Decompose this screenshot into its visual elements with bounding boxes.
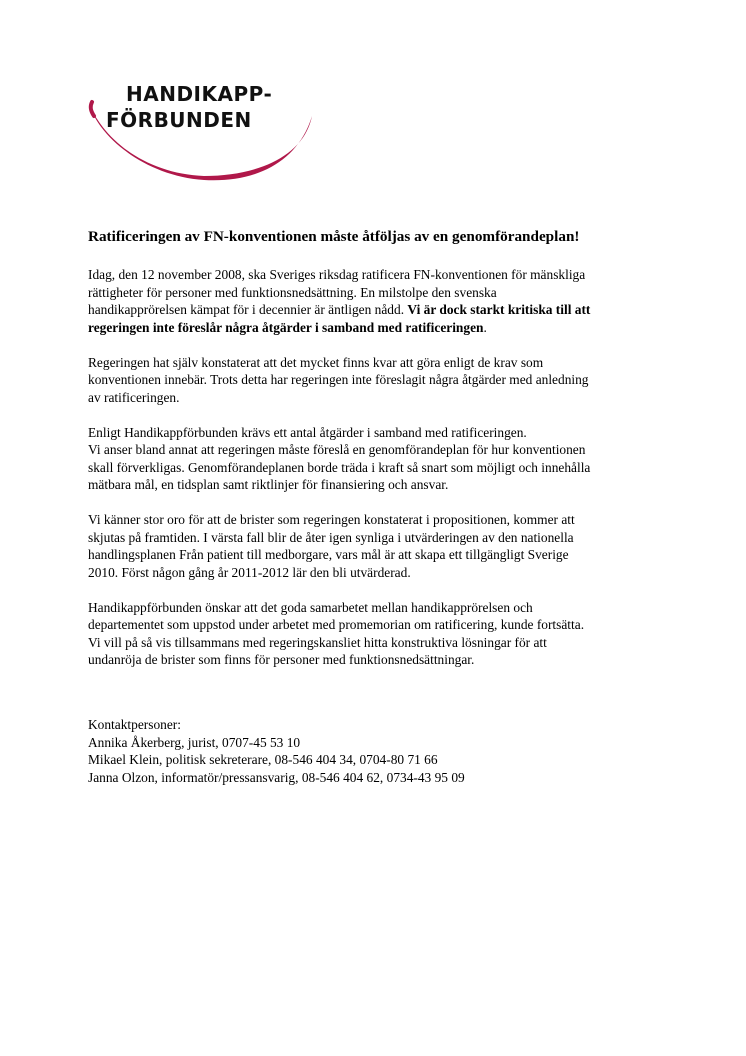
- paragraph-2: Regeringen hat själv konstaterat att det mycket finns kvar att göra enligt de krav som konventionen innebär. Trots detta har regeringen inte föreslagit några åtgärder med anledning av ratificeringen.: [88, 354, 589, 405]
- paragraph-4: Vi känner stor oro för att de brister som regeringen konstaterat i propositionen, kommer att skjutas på framtiden. I värsta fall blir de åter igen synliga i utvärderingen av den nationella handlingsplanen Från patient till medborgare, vars mål är att skapa ett tillgängligt Sverige 2010. Först någon gång år 2011-2012 lär den bli utvärderad.: [88, 512, 575, 580]
- bold-statement: Vi är dock starkt kritiska till att: [407, 302, 591, 317]
- document-body: [88, 266, 688, 686]
- logo-text-line-1: HANDIKAPP-: [126, 82, 273, 106]
- contact-persons: [88, 716, 688, 786]
- logo-text-line-2: FÖRBUNDEN: [106, 108, 252, 132]
- contact-person: Janna Olzon, informatör/pressansvarig, 08-546 404 62, 0734-43 95 09: [88, 769, 465, 785]
- contact-person: Annika Åkerberg, jurist, 0707-45 53 10: [88, 734, 301, 750]
- bold-statement: regeringen inte föreslår några åtgärder i samband med ratificeringen: [88, 319, 484, 335]
- paragraph-5: Handikappförbunden önskar att det goda samarbetet mellan handikapprörelsen och departementet som uppstod under arbetet med promemorian om ratificering, kunde fortsätta. Vi vill på så vis tillsammans med regeringskansliet hitta konstruktiva lösningar för att undanröja de brister som finns för personer med funktionsnedsättningar.: [88, 599, 585, 667]
- contacts-heading: Kontaktpersoner:: [88, 717, 181, 732]
- contact-person: Mikael Klein, politisk sekreterare, 08-546 404 34, 0704-80 71 66: [88, 752, 438, 767]
- paragraph-1: Idag, den 12 november 2008, ska Sveriges riksdag ratificera FN-konventionen för mänskliga rättigheter för personer med funktionsnedsättning. En milstolpe den svenska handikapprörelsen kämpat för i decennier är äntligen nådd. Vi är dock starkt kritiska till att regeringen inte föreslår några åtgärder i samband med ratificeringen.: [88, 267, 591, 335]
- handikappforbunden-logo: [86, 76, 316, 186]
- document-title: Ratificeringen av FN-konventionen måste åtföljas av en genomförandeplan!: [88, 228, 580, 245]
- paragraph-3: Enligt Handikappförbunden krävs ett antal åtgärder i samband med ratificeringen. Vi anser bland annat att regeringen måste föreslå en genomförandeplan för hur konventionen skall förverkligas. Genomförandeplanen borde träda i kraft så snart som möjligt och innehålla mätbara mål, en tidsplan samt riktlinjer för finansiering och ansvar.: [88, 424, 591, 492]
